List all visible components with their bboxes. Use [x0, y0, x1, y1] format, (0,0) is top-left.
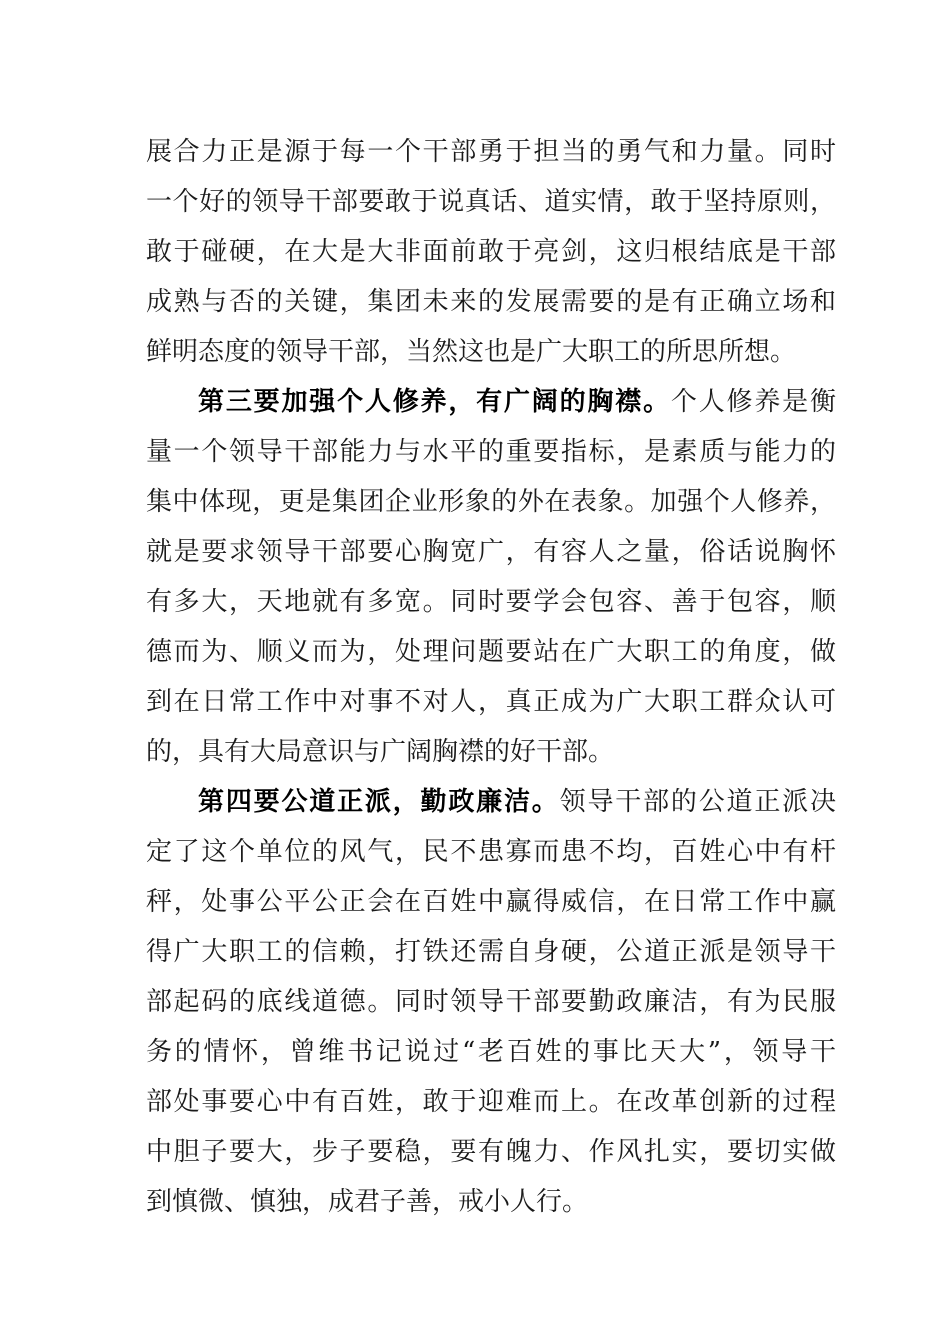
paragraph-2-line-5: 有多大，天地就有多宽。同时要学会包容、善于包容，顺 [146, 587, 836, 617]
paragraph-2-first-line-rest: 个人修养是衡 [670, 387, 836, 417]
paragraph-3-line-8: 中胆子要大，步子要稳，要有魄力、作风扎实，要切实做 [146, 1137, 836, 1167]
paragraph-3-line-9: 到慎微、慎独，成君子善，戒小人行。 [146, 1187, 589, 1217]
paragraph-1-line-4: 成熟与否的关键，集团未来的发展需要的是有正确立场和 [146, 287, 836, 317]
paragraph-1-line-3: 敢于碰硬，在大是大非面前敢于亮剑，这归根结底是干部 [146, 237, 836, 267]
paragraph-3-first-line [198, 782, 836, 822]
paragraph-3-heading: 第四要公道正派，勤政廉洁。 [198, 787, 560, 817]
paragraph-2-line-4: 就是要求领导干部要心胸宽广，有容人之量，俗话说胸怀 [146, 537, 836, 567]
paragraph-1-line-2: 一个好的领导干部要敢于说真话、道实情，敢于坚持原则， [146, 187, 836, 217]
paragraph-3-line-3: 秤，处事公平公正会在百姓中赢得威信，在日常工作中赢 [146, 887, 836, 917]
paragraph-3-line-5: 部起码的底线道德。同时领导干部要勤政廉洁，有为民服 [146, 987, 836, 1017]
paragraph-2-first-line [198, 382, 836, 422]
paragraph-3-line-4: 得广大职工的信赖，打铁还需自身硬，公道正派是领导干 [146, 937, 836, 967]
paragraph-3-first-line-rest: 领导干部的公道正派决 [559, 787, 836, 817]
paragraph-2-line-7: 到在日常工作中对事不对人，真正成为广大职工群众认可 [146, 687, 836, 717]
paragraph-1-line-5: 鲜明态度的领导干部，当然这也是广大职工的所思所想。 [146, 337, 797, 367]
paragraph-2-line-8: 的，具有大局意识与广阔胸襟的好干部。 [146, 737, 615, 767]
paragraph-2-line-2: 量一个领导干部能力与水平的重要指标，是素质与能力的 [146, 437, 836, 467]
paragraph-3-line-6: 务的情怀，曾维书记说过“老百姓的事比天大”，领导干 [146, 1037, 836, 1067]
paragraph-1-line-1: 展合力正是源于每一个干部勇于担当的勇气和力量。同时 [146, 137, 836, 167]
paragraph-2-line-6: 德而为、顺义而为，处理问题要站在广大职工的角度，做 [146, 637, 836, 667]
paragraph-2-line-3: 集中体现，更是集团企业形象的外在表象。加强个人修养， [146, 487, 836, 517]
paragraph-3-line-7: 部处事要心中有百姓，敢于迎难而上。在改革创新的过程 [146, 1087, 836, 1117]
paragraph-3-line-2: 定了这个单位的风气，民不患寡而患不均，百姓心中有杆 [146, 837, 836, 867]
paragraph-2-heading: 第三要加强个人修养，有广阔的胸襟。 [198, 387, 671, 417]
